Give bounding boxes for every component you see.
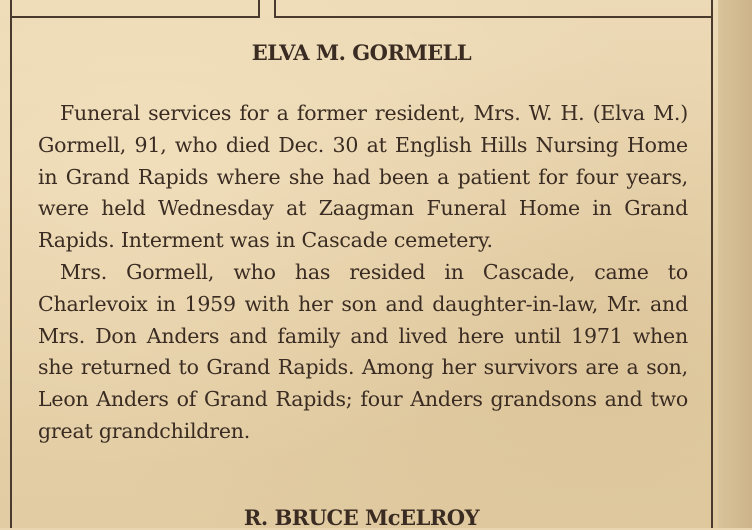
next-article-headline: R. BRUCE McELROY <box>243 505 480 530</box>
obituary-headline: ELVA M. GORMELL <box>251 40 472 65</box>
column-rule-right <box>711 0 713 528</box>
obituary-paragraph: Mrs. Gormell, who has resided in Cascade, came to Charlevoix in 1959 with her son and daughter-in-law, Mr. and Mrs. Don Anders and family and lived here until 1971 when she returned to Grand Rapids. Among her survivors are a son, Leon Anders of Grand Rapids; four Anders grandsons and two great grandchildren. <box>38 259 688 443</box>
obituary-body <box>38 98 688 448</box>
column-rule-left <box>10 0 12 528</box>
previous-article-box-right <box>274 0 713 18</box>
paper-edge <box>718 0 752 528</box>
obituary-paragraph: Funeral services for a former resident, Mrs. W. H. (Elva M.) Gormell, 91, who died Dec. 30 at English Hills Nursing Home in Grand Rapids where she had been a patient for four years, were held Wednesday at Zaagman Funeral Home in Grand Rapids. Interment was in Cascade cemetery. <box>38 101 688 253</box>
previous-article-box-left <box>10 0 260 18</box>
